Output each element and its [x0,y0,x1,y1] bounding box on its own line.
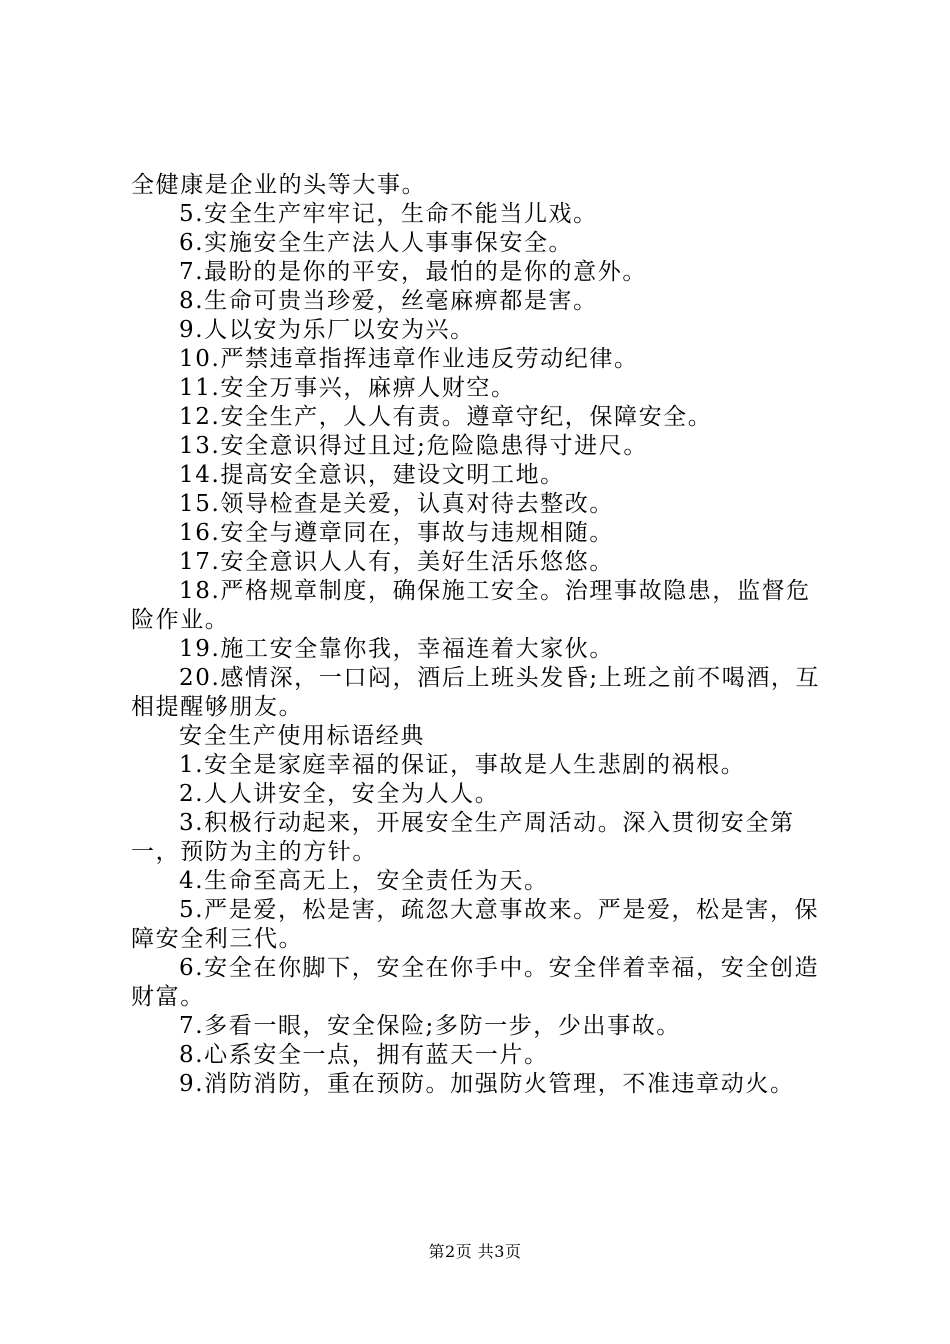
paragraph: 2.人人讲安全，安全为人人。 [179,781,500,807]
paragraph: 17.安全意识人人有，美好生活乐悠悠。 [179,549,614,575]
paragraph: 19.施工安全靠你我，幸福连着大家伙。 [179,636,614,662]
paragraph: 20.感情深，一口闷，酒后上班头发昏;上班之前不喝酒，互相提醒够朋友。 [131,665,821,720]
paragraph: 16.安全与遵章同在，事故与违规相随。 [179,520,614,546]
paragraph: 全健康是企业的头等大事。 [131,172,427,198]
paragraph: 3.积极行动起来，开展安全生产周活动。深入贯彻安全第一，预防为主的方针。 [131,810,795,865]
document-body [131,171,831,1099]
paragraph: 7.最盼的是你的平安，最怕的是你的意外。 [179,259,647,285]
paragraph: 9.消防消防，重在预防。加强防火管理，不准违章动火。 [179,1071,795,1097]
paragraph: 4.生命至高无上，安全责任为天。 [179,868,549,894]
paragraph: 7.多看一眼，安全保险;多防一步，少出事故。 [179,1013,681,1039]
paragraph: 8.生命可贵当珍爱，丝毫麻痹都是害。 [179,288,598,314]
paragraph: 13.安全意识得过且过;危险隐患得寸进尺。 [179,433,648,459]
paragraph: 12.安全生产，人人有责。遵章守纪，保障安全。 [179,404,713,430]
paragraph: 10.严禁违章指挥违章作业违反劳动纪律。 [179,346,639,372]
paragraph: 5.安全生产牢牢记，生命不能当儿戏。 [179,201,598,227]
paragraph: 1.安全是家庭幸福的保证，事故是人生悲剧的祸根。 [179,752,746,778]
paragraph: 5.严是爱，松是害，疏忽大意事故来。严是爱，松是害，保障安全利三代。 [131,897,820,952]
paragraph: 6.实施安全生产法人人事事保安全。 [179,230,574,256]
paragraph: 11.安全万事兴，麻痹人财空。 [179,375,516,401]
paragraph: 15.领导检查是关爱，认真对待去整改。 [179,491,614,517]
section-heading: 安全生产使用标语经典 [179,723,425,749]
page-number-footer: 第2页 共3页 [428,1242,522,1261]
paragraph: 18.严格规章制度，确保施工安全。治理事故隐患，监督危险作业。 [131,578,811,633]
paragraph: 14.提高安全意识，建设文明工地。 [179,462,565,488]
paragraph: 9.人以安为乐厂以安为兴。 [179,317,475,343]
paragraph: 6.安全在你脚下，安全在你手中。安全伴着幸福，安全创造财富。 [131,955,820,1010]
paragraph: 8.心系安全一点，拥有蓝天一片。 [179,1042,549,1068]
